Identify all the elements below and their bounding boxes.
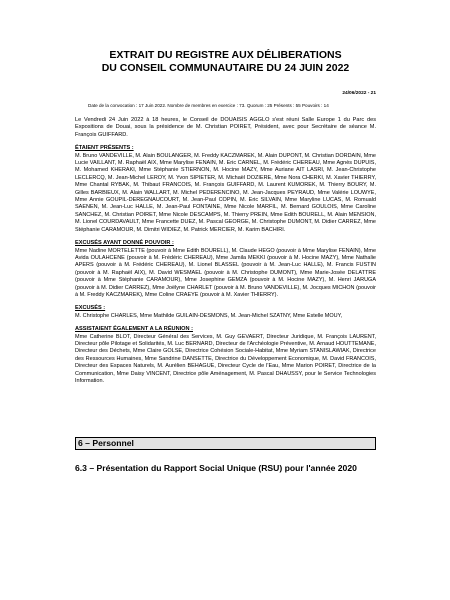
document-title-line2: DU CONSEIL COMMUNAUTAIRE DU 24 JUIN 2022 <box>101 62 350 74</box>
section-heading-presents: ÉTAIENT PRÉSENTS : <box>75 145 134 152</box>
section-text-excused: M. Christophe CHARLES, Mme Mathilde GUILAIN-DESMONS, M. Jean-Michel SZATNY, Mme Estelle MOUY, <box>75 312 343 319</box>
document-title-line1: EXTRAIT DU REGISTRE AUX DÉLIBERATIONS <box>109 49 342 61</box>
section-text-proxies: Mme Nadine MORTELETTE (pouvoir à Mme Edith BOURELL), M. Claude HEGO (pouvoir à Mme Marylise FENAIN), Mme Avida OULAHCENE (pouvoir à M. Frédéric CHEREAU), Mme Jamila MEKKI (pouvoir à M. Hocine MAZY), Mme Nathalie APERS (pouvoir à M. Frédéric CHEREAU), M. Lionel BLASSEL (pouvoir à M. Jean-Luc HALLE), M. Francis FUSTIN (pouvoir à M. Raphaël AIX), M. David WESMAEL (pouvoir à M. Christophe DUMONT), Mme Marie-Josée DELATTRE (pouvoir à Mme Stéphanie CARAMOUR), Mme Josephine GEMZA (pouvoir à M. Hocine MAZY), M. Henri JARUGA (pouvoir à M. Didier CARREZ), Mme Joëlyne CHARLET (pouvoir à M. Bruno VANDEVILLE), M. Jocques MICHON (pouvoir à M. Freddy KACZMAREK), Mme Coline CRAEYE (pouvoir à M. Xavier THIERRY). <box>75 247 376 298</box>
section-heading-excused: EXCUSÉS : <box>75 305 106 312</box>
section-proxies <box>75 240 376 299</box>
section-attendees <box>75 326 376 385</box>
section-heading-attendees: ASSISTAIENT ÉGALEMENT A LA RÉUNION : <box>75 326 193 333</box>
section-presents <box>75 145 376 234</box>
agenda-item-title: 6.3 – Présentation du Rapport Social Unique (RSU) pour l'année 2020 <box>75 463 357 473</box>
convocation-line: Date de la convocation : 17 Juin 2022. Nombre de membres en exercice : 73. Quorum : 25 Présents : 55 Pouvoirs : 14 <box>88 103 329 108</box>
section-text-presents: M. Bruno VANDEVILLE, M. Alain BOULANGER, M. Freddy KACZMAREK, M. Alain DUPONT, M. Christian DORDAIN, Mme Lucie VAILLANT, M. Raphaël AIX, Mme Marylise FENAIN, M. Eric CARNEL, M. Frédéric CHEREAU, Mme Agnès DUPUIS, M. Mohamed KHERAKI, Mme Stéphanie STIERNON, M. Hocine MAZY, Mme Auriane AIT LASRI, M. Jean-Christophe LECLERCQ, M. Jean-Michel LEROY, M. Yvon SIPIETER, M. Michaël DOZIERE, Mme Nora CHERKI, M. Xavier THIERRY, Mme Chantal RYBAK, M. Thibaut FRANCOIS, M. François GUIFFARD, M. Laurent KUMOREK, M. Thierry BOURY, M. Gilles BARBIEUX, M. Alain WALLART, M. Michel PEDERENCINO, M. Jean-Jacques PEYRAUD, Mme Valérie LOUWYE, Mme Annie GOUPIL-DEREGNAUCOURT, M. Jean-Paul COPIN, M. Eric SILVAIN, Mme Maryline LUCAS, M. Romuald SAENEN, M. Jean-Luc HALLE, M. Jean-Paul FONTAINE, Mme Nicole MARFIL, M. Bernard GOULOIS, Mme Caroline SANCHEZ, M. Christian POIRET, Mme Nicole DESCAMPS, M. Thierry PREIN, Mme Edith BOURELL, M. Alain MENSION, M. Lionel COURDAVAULT, Mme Francette DUEZ, M. Pascal GEORGE, M. Christophe DUMONT, M. Didier CARREZ, Mme Stéphanie CARAMOUR, M. Dimitri WIDIEZ, M. Patrick MERCIER, M. Karim BACHIRI. <box>75 152 376 233</box>
section-excused <box>75 305 376 320</box>
section-text-attendees: Mme Catherine BLOT, Directeur Général des Services, M. Guy GEVAERT, Directeur Juridique, M. François LAURENT, Directeur pôle Pilotage et Solidarités, M. Luc BERNARD, Directeur de l'Archéologie Préventive, M. Arnaud HOUTTEMANE, Directeur des Déchets, Mme Claire GOLSE, Directrice Cohésion Sociale-Habitat, Mme Myriam STANISLAWIAK, Directrice des Ressources Humaines, Mme Sandrine DANSETTE, Directrice du Développement Economique, M. David FRANCOIS, Directeur des Espaces Naturels, M. Aurélien BEHAGUE, Directeur Cycle de l'Eau, Mme Marion POIRET, Directrice de la Communication, Mme Daisy VINCENT, Directrice pôle Aménagement, M. Pascal DHAUSSY, pour le Service Technologies Information. <box>75 333 376 384</box>
section-bar-personnel: 6 – Personnel <box>75 437 376 450</box>
deliberation-reference: 24/06/2022 - 21 <box>342 91 376 96</box>
section-heading-proxies: EXCUSÉS AYANT DONNÉ POUVOIR : <box>75 240 174 247</box>
intro-paragraph: Le Vendredi 24 Juin 2022 à 18 heures, le Conseil de DOUAISIS AGGLO s'est réuni Salle Europe 1 du Parc des Expositions de Douai, sous la présidence de M. Christian POIRET, Président, avec pour Secrétaire de séance M. François GUIFFARD. <box>75 117 376 138</box>
